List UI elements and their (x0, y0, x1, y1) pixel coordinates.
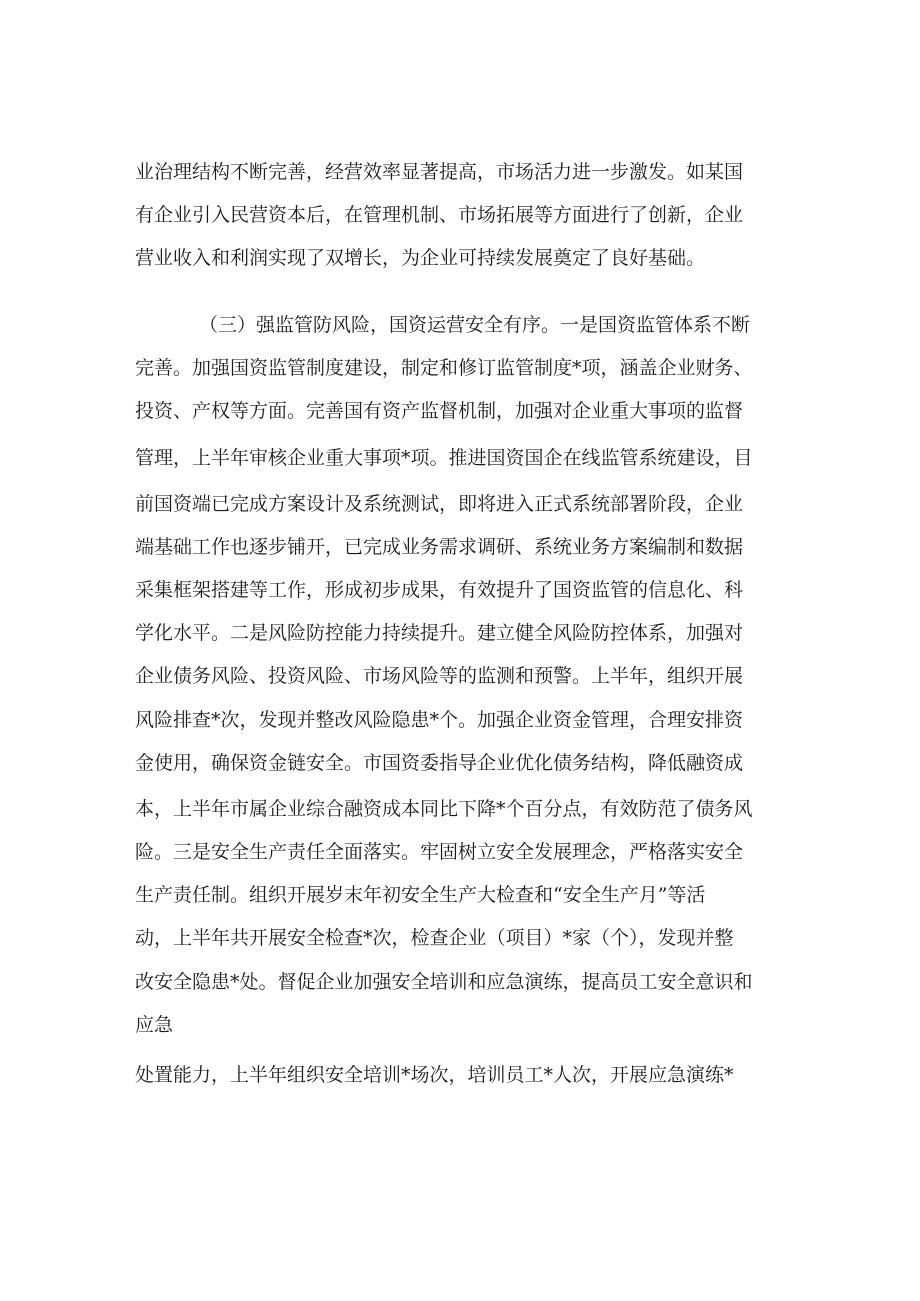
text-line: 改安全隐患*处。督促企业加强安全培训和应急演练，提高员工安全意识和 (135, 971, 753, 993)
text-line: 端基础工作也逐步铺开，已完成业务需求调研、系统业务方案编制和数据 (135, 536, 744, 558)
text-line: 应急 (135, 1014, 174, 1036)
text-line: 处置能力，上半年组织安全培训*场次，培训员工*人次，开展应急演练* (135, 1064, 734, 1086)
text-line: 险。三是安全生产责任全面落实。牢固树立安全发展理念，严格落实安全 (135, 841, 744, 863)
text-line: 本，上半年市属企业综合融资成本同比下降*个百分点，有效防范了债务风 (135, 798, 753, 820)
text-line: 管理，上半年审核企业重大事项*项。推进国资国企在线监管系统建设，目 (135, 447, 753, 469)
text-line: 前国资端已完成方案设计及系统测试，即将进入正式系统部署阶段，企业 (135, 493, 744, 515)
text-line: 动，上半年共开展安全检查*次，检查企业（项目）*家（个），发现并整 (135, 927, 734, 949)
text-line: 风险排查*次，发现并整改风险隐患*个。加强企业资金管理，合理安排资 (135, 709, 744, 731)
text-line: 企业债务风险、投资风险、市场风险等的监测和预警。上半年，组织开展 (135, 665, 744, 687)
text-line: 投资、产权等方面。完善国有资产监督机制，加强对企业重大事项的监督 (135, 400, 744, 422)
text-line: 学化水平。二是风险防控能力持续提升。建立健全风险防控体系，加强对 (135, 622, 744, 644)
text-line: 营业收入和利润实现了双增长，为企业可持续发展奠定了良好基础。 (135, 247, 706, 269)
section-heading-line: （三）强监管防风险，国资运营安全有序。一是国资监管体系不断 (199, 314, 751, 336)
text-line: 业治理结构不断完善，经营效率显著提高，市场活力进一步激发。如某国 (135, 161, 744, 183)
text-line: 生产责任制。组织开展岁末年初安全生产大检查和“安全生产月”等活 (135, 884, 706, 906)
text-line: 金使用，确保资金链安全。市国资委指导企业优化债务结构，降低融资成 (135, 752, 744, 774)
text-line: 采集框架搭建等工作，形成初步成果，有效提升了国资监管的信息化、科 (135, 579, 744, 601)
text-line: 完善。加强国资监管制度建设，制定和修订监管制度*项，涵盖企业财务、 (135, 357, 753, 379)
text-line: 有企业引入民营资本后，在管理机制、市场拓展等方面进行了创新，企业 (135, 204, 744, 226)
